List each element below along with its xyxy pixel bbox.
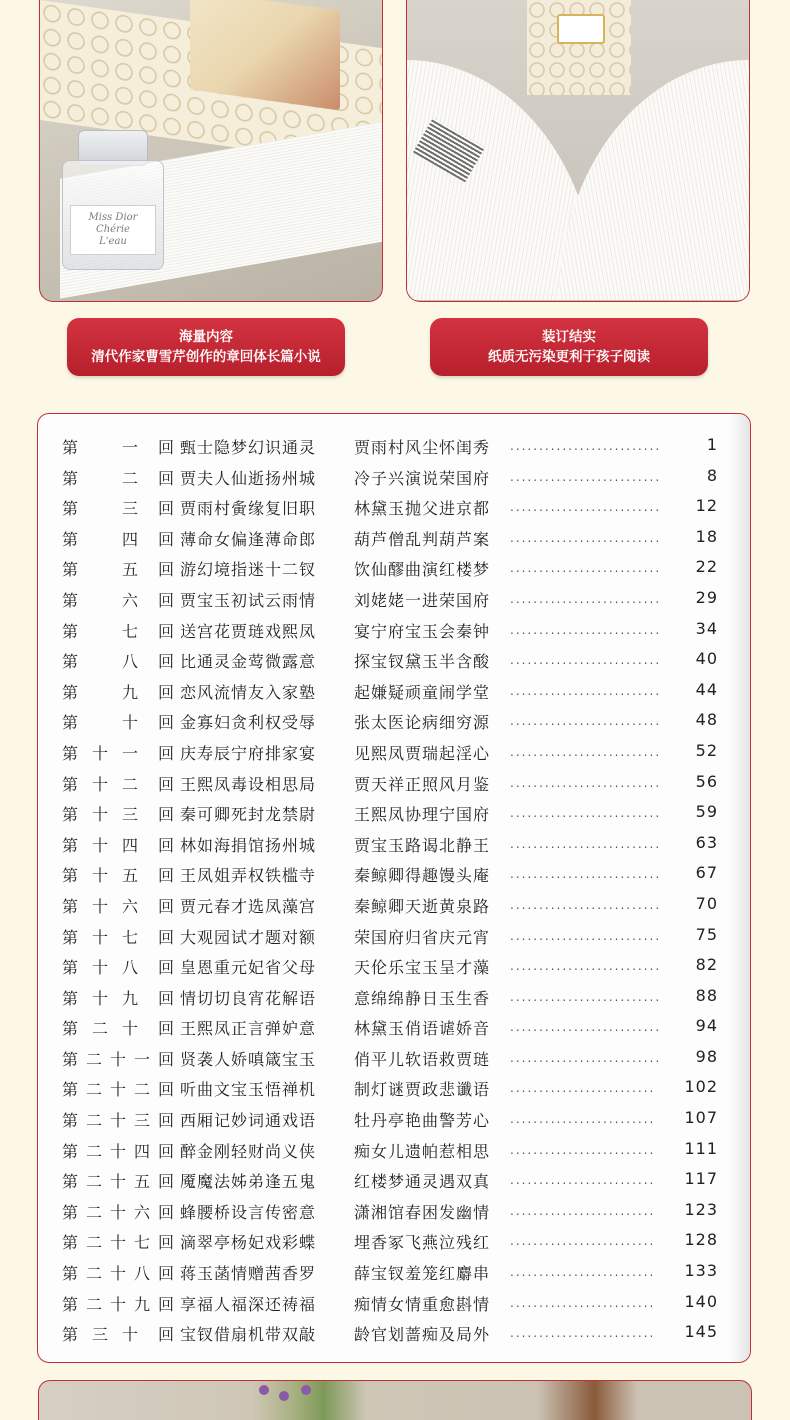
- chapter-title-first: 贤袭人娇嗔箴宝玉: [180, 1049, 317, 1069]
- leader-dots: .........................: [510, 1142, 656, 1157]
- chapter-hui: 回: [158, 774, 175, 794]
- toc-row: [38, 1223, 750, 1254]
- leader-dots: .........................: [510, 1295, 656, 1310]
- chapter-title-first: 西厢记妙词通戏语: [180, 1111, 317, 1131]
- toc-top-padding: [38, 414, 750, 428]
- chapter-title-second: 薛宝钗羞笼红麝串: [354, 1264, 491, 1284]
- toc-row: [38, 1254, 750, 1285]
- perfume-label: [70, 205, 156, 255]
- toc-row: [38, 795, 750, 826]
- chapter-hui: 回: [158, 468, 175, 488]
- feature-badge-content: [67, 318, 345, 376]
- perfume-label-line2: Chérie: [96, 224, 130, 235]
- chapter-hui: 回: [158, 896, 175, 916]
- chapter-title-second: 制灯谜贾政悲谶语: [354, 1080, 491, 1100]
- toc-row: [38, 1040, 750, 1071]
- toc-row: [38, 612, 750, 643]
- chapter-title-second: 痴情女情重愈斟情: [354, 1294, 491, 1314]
- leader-dots: .........................: [510, 1173, 656, 1188]
- feature-desc: 清代作家曹雪芹创作的章回体长篇小说: [91, 349, 321, 365]
- chapter-number: 第 二 十 九: [62, 1294, 150, 1314]
- leader-dots: .........................: [510, 1203, 656, 1218]
- chapter-title-second: 痴女儿遗帕惹相思: [354, 1141, 491, 1161]
- table-of-contents: [37, 413, 751, 1363]
- toc-row: [38, 459, 750, 490]
- chapter-hui: 回: [158, 743, 175, 763]
- chapter-hui: 回: [158, 1019, 175, 1039]
- pages-right: [559, 60, 749, 300]
- leader-dots: ..........................: [510, 683, 662, 698]
- page-number: 140: [684, 1291, 718, 1311]
- chapter-title-second: 张太医论病细穷源: [354, 713, 491, 733]
- chapter-title-second: 龄官划蔷痴及局外: [354, 1325, 491, 1345]
- chapter-title-first: 大观园试才题对额: [180, 927, 317, 947]
- page-number: 34: [695, 618, 718, 638]
- book-photo-binding: [406, 0, 750, 302]
- chapter-title-first: 蒋玉菡情赠茜香罗: [180, 1264, 317, 1284]
- leader-dots: ..........................: [510, 806, 662, 821]
- page-number: 123: [684, 1199, 718, 1219]
- chapter-number: 第 六: [62, 590, 138, 610]
- chapter-title-second: 意绵绵静日玉生香: [354, 988, 491, 1008]
- chapter-hui: 回: [158, 590, 175, 610]
- toc-row: [38, 918, 750, 949]
- chapter-hui: 回: [158, 1264, 175, 1284]
- page-number: 52: [695, 740, 718, 760]
- leader-dots: ..........................: [510, 744, 662, 759]
- leader-dots: ..........................: [510, 653, 662, 668]
- toc-row: [38, 581, 750, 612]
- chapter-number: 第 二 十 三: [62, 1111, 150, 1131]
- flower-icon: [279, 1391, 289, 1401]
- chapter-title-second: 林黛玉俏语谑娇音: [354, 1019, 491, 1039]
- toc-row: [38, 765, 750, 796]
- chapter-title-second: 探宝钗黛玉半含酸: [354, 652, 491, 672]
- chapter-hui: 回: [158, 438, 175, 457]
- page-number: 12: [695, 496, 718, 516]
- toc-row: [38, 673, 750, 704]
- chapter-title-first: 贾雨村夤缘复旧职: [180, 499, 317, 519]
- chapter-number: 第 十 一: [62, 743, 138, 763]
- chapter-title-first: 滴翠亭杨妃戏彩蝶: [180, 1233, 317, 1253]
- chapter-number: 第 二 十 七: [62, 1233, 150, 1253]
- page-number: 56: [695, 771, 718, 791]
- toc-row: [38, 1101, 750, 1132]
- leader-dots: ..........................: [510, 897, 662, 912]
- chapter-title-second: 葫芦僧乱判葫芦案: [354, 529, 491, 549]
- chapter-hui: 回: [158, 1233, 175, 1253]
- chapter-hui: 回: [158, 682, 175, 702]
- chapter-title-first: 王熙凤毒设相思局: [180, 774, 317, 794]
- chapter-title-first: 庆寿辰宁府排家宴: [180, 743, 317, 763]
- chapter-title-first: 王熙凤正言弹妒意: [180, 1019, 317, 1039]
- chapter-hui: 回: [158, 988, 175, 1008]
- leader-dots: .........................: [510, 1081, 656, 1096]
- chapter-title-first: 贾夫人仙逝扬州城: [180, 468, 317, 488]
- page-number: 94: [695, 1016, 718, 1036]
- page-number: 40: [695, 649, 718, 669]
- chapter-title-first: 贾宝玉初试云雨情: [180, 590, 317, 610]
- chapter-title-second: 天伦乐宝玉呈才藻: [354, 958, 491, 978]
- perfume-label-line3: L'eau: [99, 236, 127, 247]
- chapter-title-second: 饮仙醪曲演红楼梦: [354, 560, 491, 580]
- chapter-title-second: 起嫌疑顽童闹学堂: [354, 682, 491, 702]
- chapter-title-second: 贾天祥正照风月鉴: [354, 774, 491, 794]
- page-number: 1: [706, 435, 718, 454]
- chapter-title-first: 薄命女偏逢薄命郎: [180, 529, 317, 549]
- toc-row: [38, 1193, 750, 1224]
- chapter-title-first: 贾元春才选凤藻宫: [180, 896, 317, 916]
- chapter-hui: 回: [158, 713, 175, 733]
- page-number: 133: [684, 1261, 718, 1281]
- chapter-title-second: 俏平儿软语救贾琏: [354, 1049, 491, 1069]
- leader-dots: ..........................: [510, 1050, 662, 1065]
- page-number: 48: [695, 710, 718, 730]
- chapter-title-second: 埋香冢飞燕泣残红: [354, 1233, 491, 1253]
- chapter-number: 第 二 十 二: [62, 1080, 150, 1100]
- page-number: 111: [684, 1138, 718, 1158]
- chapter-title-second: 见熙凤贾瑞起淫心: [354, 743, 491, 763]
- flower-icon: [301, 1385, 311, 1395]
- chapter-title-first: 宝钗借扇机带双敲: [180, 1325, 317, 1345]
- chapter-title-first: 恋风流情友入家塾: [180, 682, 317, 702]
- chapter-hui: 回: [158, 499, 175, 519]
- toc-row: [38, 703, 750, 734]
- chapter-hui: 回: [158, 805, 175, 825]
- toc-row: [38, 1162, 750, 1193]
- feature-badge-binding: [430, 318, 708, 376]
- chapter-number: 第 十 二: [62, 774, 138, 794]
- toc-row: [38, 428, 750, 459]
- chapter-hui: 回: [158, 1141, 175, 1161]
- toc-row: [38, 948, 750, 979]
- toc-row: [38, 489, 750, 520]
- chapter-title-second: 贾雨村风尘怀闺秀: [354, 438, 491, 457]
- page-number: 128: [684, 1230, 718, 1250]
- chapter-hui: 回: [158, 1325, 175, 1345]
- flower-icon: [259, 1385, 269, 1395]
- toc-row: [38, 642, 750, 673]
- chapter-number: 第 十 六: [62, 896, 138, 916]
- toc-row: [38, 979, 750, 1010]
- chapter-number: 第 十 五: [62, 866, 138, 886]
- chapter-number: 第 一: [62, 438, 138, 457]
- leader-dots: ..........................: [510, 714, 662, 729]
- chapter-title-first: 甄士隐梦幻识通灵: [180, 438, 317, 457]
- chapter-number: 第 七: [62, 621, 138, 641]
- chapter-number: 第 十 四: [62, 835, 138, 855]
- chapter-hui: 回: [158, 652, 175, 672]
- chapter-number: 第 十 七: [62, 927, 138, 947]
- chapter-title-first: 醉金刚轻财尚义侠: [180, 1141, 317, 1161]
- leader-dots: ..........................: [510, 989, 662, 1004]
- toc-row: [38, 887, 750, 918]
- page-number: 145: [684, 1322, 718, 1342]
- chapter-hui: 回: [158, 927, 175, 947]
- chapter-title-second: 秦鲸卿得趣馒头庵: [354, 866, 491, 886]
- page-number: 18: [695, 526, 718, 546]
- chapter-hui: 回: [158, 1172, 175, 1192]
- toc-row: [38, 520, 750, 551]
- chapter-title-first: 比通灵金莺微露意: [180, 652, 317, 672]
- chapter-number: 第 二 十 六: [62, 1202, 150, 1222]
- toc-row: [38, 1285, 750, 1316]
- chapter-title-first: 蜂腰桥设言传密意: [180, 1202, 317, 1222]
- chapter-hui: 回: [158, 1294, 175, 1314]
- page-number: 82: [695, 955, 718, 975]
- leader-dots: ..........................: [510, 561, 662, 576]
- page-number: 59: [695, 802, 718, 822]
- chapter-number: 第 九: [62, 682, 138, 702]
- feature-desc: 纸质无污染更利于孩子阅读: [488, 349, 650, 365]
- page-number: 44: [695, 679, 718, 699]
- feature-title: 海量内容: [179, 329, 233, 345]
- chapter-hui: 回: [158, 866, 175, 886]
- chapter-number: 第 十: [62, 713, 138, 733]
- toc-row: [38, 856, 750, 887]
- chapter-number: 第 四: [62, 529, 138, 549]
- page-number: 63: [695, 832, 718, 852]
- chapter-hui: 回: [158, 1202, 175, 1222]
- chapter-title-first: 秦可卿死封龙禁尉: [180, 805, 317, 825]
- chapter-hui: 回: [158, 560, 175, 580]
- chapter-hui: 回: [158, 1049, 175, 1069]
- chapter-hui: 回: [158, 835, 175, 855]
- leader-dots: ..........................: [510, 469, 662, 484]
- chapter-title-first: 林如海捐馆扬州城: [180, 835, 317, 855]
- page-number: 8: [706, 465, 718, 485]
- chapter-number: 第 二 十 一: [62, 1049, 150, 1069]
- page-number: 98: [695, 1046, 718, 1066]
- page-number: 29: [695, 587, 718, 607]
- leader-dots: ..........................: [510, 1020, 662, 1035]
- leader-dots: ..........................: [510, 775, 662, 790]
- leader-dots: ..........................: [510, 959, 662, 974]
- perfume-label-brand: Miss Dior: [88, 212, 138, 223]
- chapter-title-second: 贾宝玉路谒北静王: [354, 835, 491, 855]
- chapter-title-second: 牡丹亭艳曲警芳心: [354, 1111, 491, 1131]
- chapter-number: 第 二 十 八: [62, 1264, 150, 1284]
- chapter-title-second: 王熙凤协理宁国府: [354, 805, 491, 825]
- leader-dots: ..........................: [510, 500, 662, 515]
- chapter-number: 第 二 十 四: [62, 1141, 150, 1161]
- leader-dots: ..........................: [510, 836, 662, 851]
- chapter-title-first: 听曲文宝玉悟禅机: [180, 1080, 317, 1100]
- chapter-title-second: 冷子兴演说荣国府: [354, 468, 491, 488]
- chapter-hui: 回: [158, 1111, 175, 1131]
- leader-dots: .........................: [510, 1112, 656, 1127]
- chapter-number: 第 八: [62, 652, 138, 672]
- chapter-number: 第 三: [62, 499, 138, 519]
- chapter-title-first: 王凤姐弄权铁槛寺: [180, 866, 317, 886]
- chapter-hui: 回: [158, 958, 175, 978]
- chapter-number: 第 二 十 五: [62, 1172, 150, 1192]
- page-number: 102: [684, 1077, 718, 1097]
- chapter-title-first: 金寡妇贪利权受辱: [180, 713, 317, 733]
- chapter-number: 第 三 十: [62, 1325, 138, 1345]
- chapter-number: 第 十 三: [62, 805, 138, 825]
- chapter-title-second: 刘姥姥一进荣国府: [354, 590, 491, 610]
- chapter-hui: 回: [158, 529, 175, 549]
- chapter-title-second: 潇湘馆春困发幽情: [354, 1202, 491, 1222]
- chapter-title-second: 秦鲸卿天逝黄泉路: [354, 896, 491, 916]
- toc-row: [38, 1315, 750, 1346]
- chapter-title-second: 宴宁府宝玉会秦钟: [354, 621, 491, 641]
- leader-dots: .........................: [510, 1265, 656, 1280]
- leader-dots: ..........................: [510, 928, 662, 943]
- leader-dots: ..........................: [510, 530, 662, 545]
- page-number: 117: [684, 1169, 718, 1189]
- feature-title: 装订结实: [542, 329, 596, 345]
- toc-row: [38, 1070, 750, 1101]
- bottom-photo: [38, 1380, 752, 1420]
- chapter-hui: 回: [158, 1080, 175, 1100]
- chapter-number: 第 十 八: [62, 958, 138, 978]
- chapter-title-second: 林黛玉抛父进京都: [354, 499, 491, 519]
- chapter-title-first: 情切切良宵花解语: [180, 988, 317, 1008]
- toc-row: [38, 1132, 750, 1163]
- toc-row: [38, 1009, 750, 1040]
- chapter-title-first: 游幻境指迷十二钗: [180, 560, 317, 580]
- leader-dots: ..........................: [510, 622, 662, 637]
- chapter-number: 第 十 九: [62, 988, 138, 1008]
- page-number: 88: [695, 985, 718, 1005]
- leader-dots: ..........................: [510, 591, 662, 606]
- leader-dots: ..........................: [510, 439, 662, 453]
- chapter-hui: 回: [158, 621, 175, 641]
- chapter-title-second: 荣国府归省庆元宵: [354, 927, 491, 947]
- chapter-title-first: 送宫花贾琏戏熙凤: [180, 621, 317, 641]
- chapter-title-first: 皇恩重元妃省父母: [180, 958, 317, 978]
- page-number: 67: [695, 863, 718, 883]
- leader-dots: ..........................: [510, 867, 662, 882]
- page-number: 75: [695, 924, 718, 944]
- chapter-title-first: 魇魔法姊弟逢五鬼: [180, 1172, 317, 1192]
- chapter-title-second: 红楼梦通灵遇双真: [354, 1172, 491, 1192]
- chapter-number: 第 二 十: [62, 1019, 138, 1039]
- spine-tag: [557, 14, 605, 44]
- leader-dots: .........................: [510, 1326, 656, 1341]
- toc-row: [38, 826, 750, 857]
- leader-dots: .........................: [510, 1234, 656, 1249]
- book-photo-cover: [39, 0, 383, 302]
- chapter-number: 第 五: [62, 560, 138, 580]
- page-number: 107: [684, 1108, 718, 1128]
- chapter-number: 第 二: [62, 468, 138, 488]
- toc-row: [38, 550, 750, 581]
- page-number: 70: [695, 893, 718, 913]
- toc-row: [38, 734, 750, 765]
- page-number: 22: [695, 557, 718, 577]
- chapter-title-first: 享福人福深还祷福: [180, 1294, 317, 1314]
